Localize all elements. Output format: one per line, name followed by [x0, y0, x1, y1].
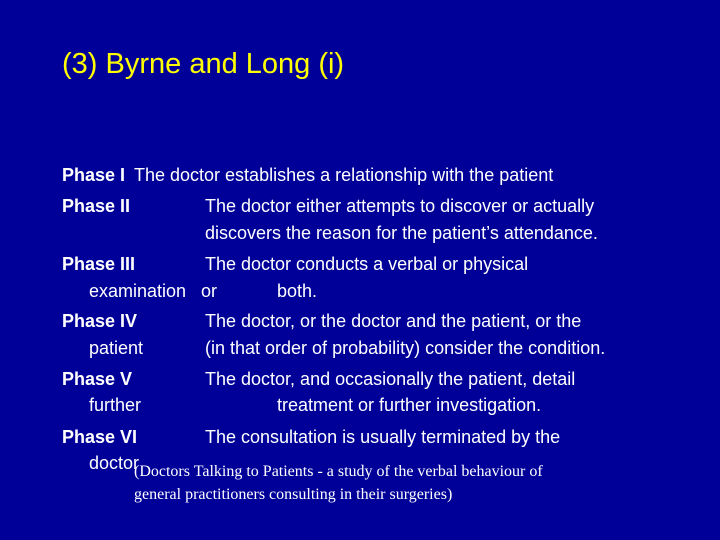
- citation-line-1: (Doctors Talking to Patients - a study of the verbal behaviour of: [134, 463, 543, 480]
- phase-2-text-line-1: The doctor either attempts to discover or actually: [205, 196, 595, 216]
- phase-3-continuation-both: both.: [277, 281, 318, 301]
- phase-3-text-line-1: The doctor conducts a verbal or physical: [205, 254, 529, 274]
- phase-2-label: Phase II: [62, 196, 131, 216]
- phase-1-text: The doctor establishes a relationship with the patient: [134, 165, 554, 185]
- phase-3-continuation-word: examination: [89, 281, 187, 301]
- phase-6-continuation: doctor: [89, 453, 140, 473]
- citation-line-2: general practitioners consulting in their surgeries): [134, 486, 453, 503]
- phase-5-text-line-1: The doctor, and occasionally the patient, detail: [205, 369, 576, 389]
- phase-2-text-line-2: discovers the reason for the patient’s attendance.: [205, 223, 598, 243]
- phase-3-continuation-or: or: [201, 281, 218, 301]
- phase-4-text-line-2: (in that order of probability) consider the condition.: [205, 338, 606, 358]
- phase-5-text-line-2: treatment or further investigation.: [277, 395, 542, 415]
- phase-4-label: Phase IV: [62, 311, 138, 331]
- phase-5-continuation: further: [89, 395, 142, 415]
- phase-6-text-line-1: The consultation is usually terminated by the: [205, 427, 561, 447]
- phase-4-text-line-1: The doctor, or the doctor and the patient, or the: [205, 311, 582, 331]
- phase-6-label: Phase VI: [62, 427, 138, 447]
- phase-1-label: Phase I: [62, 165, 126, 185]
- phase-5-label: Phase V: [62, 369, 133, 389]
- phase-4-continuation: patient: [89, 338, 144, 358]
- slide-title: (3) Byrne and Long (i): [62, 48, 345, 80]
- phase-3-label: Phase III: [62, 254, 136, 274]
